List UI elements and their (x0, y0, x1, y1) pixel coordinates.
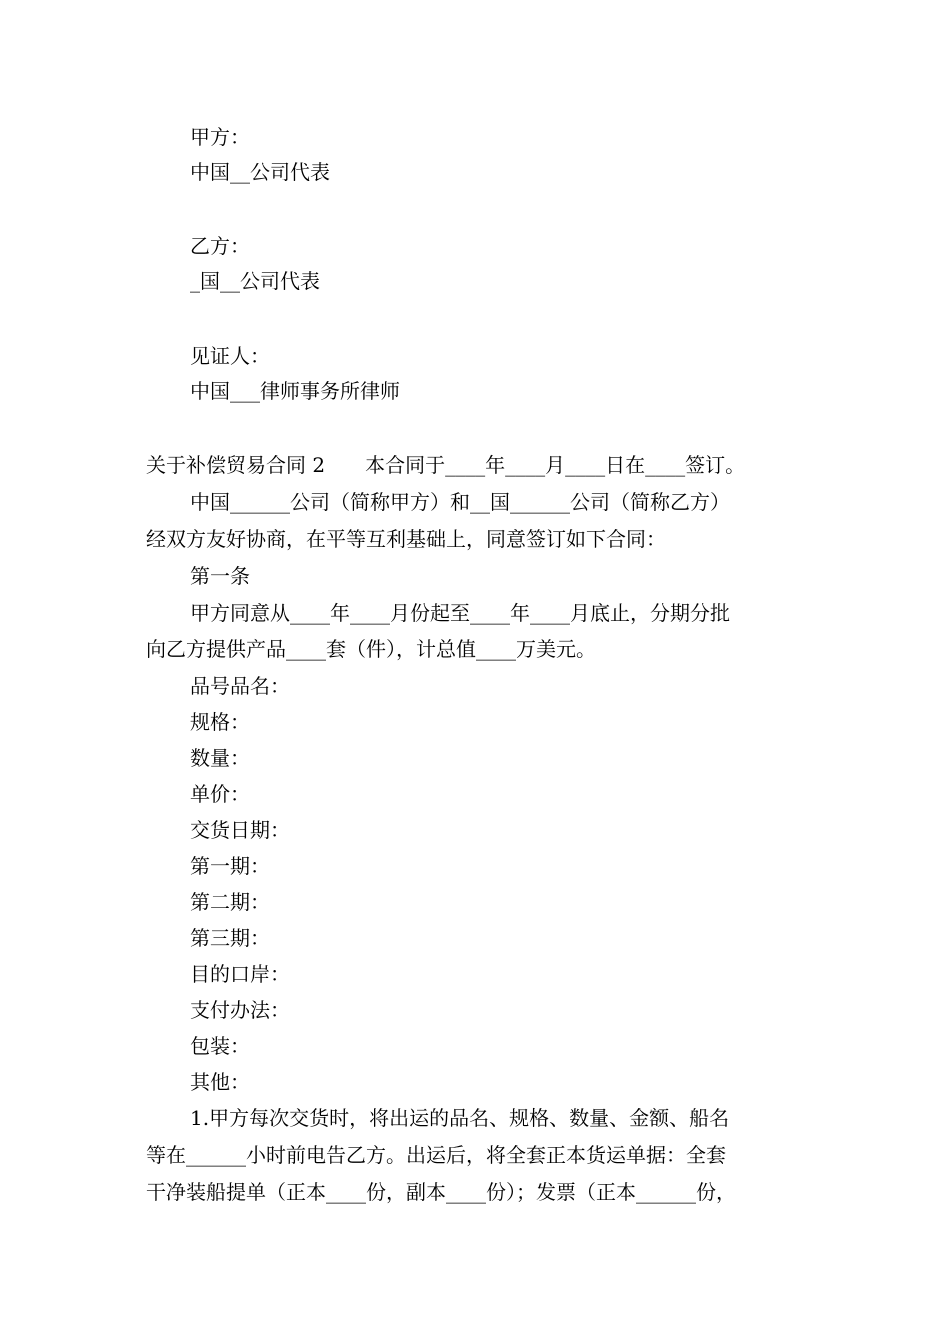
field-item: 品号品名： (190, 674, 290, 698)
clause-1-line-2: 向乙方提供产品____套（件），计总值____万美元。 (146, 637, 596, 661)
witness-label: 见证人： (190, 344, 270, 368)
intro-line-2: 经双方友好协商，在平等互利基础上，同意签订如下合同： (146, 527, 666, 551)
field-item: 目的口岸： (190, 962, 290, 986)
party-a-rep: 中国__公司代表 (190, 160, 330, 184)
contract-heading: 关于补偿贸易合同 2 本合同于____年____月____日在____签订。 (146, 453, 746, 477)
field-item: 交货日期： (190, 818, 290, 842)
party-b-label: 乙方： (190, 234, 250, 258)
witness-rep: 中国___律师事务所律师 (190, 379, 400, 403)
item-1-line-3: 干净装船提单（正本____份，副本____份）；发票（正本______份， (146, 1180, 736, 1204)
field-item: 第一期： (190, 854, 270, 878)
field-item: 包装： (190, 1034, 250, 1058)
field-item: 第二期： (190, 890, 270, 914)
field-item: 单价： (190, 782, 250, 806)
field-item: 第三期： (190, 926, 270, 950)
party-b-rep: _国__公司代表 (190, 269, 320, 293)
field-item: 支付办法： (190, 998, 290, 1022)
intro-line-1: 中国______公司（简称甲方）和__国______公司（简称乙方） (190, 490, 730, 514)
field-item: 其他： (190, 1070, 250, 1094)
field-item: 数量： (190, 746, 250, 770)
item-1-line-1: 1.甲方每次交货时，将出运的品名、规格、数量、金额、船名 (190, 1106, 730, 1130)
clause-1-line-1: 甲方同意从____年____月份起至____年____月底止，分期分批 (190, 601, 730, 625)
field-item: 规格： (190, 710, 250, 734)
party-a-label: 甲方： (190, 125, 250, 149)
article-1-title: 第一条 (190, 564, 250, 588)
item-1-line-2: 等在______小时前电告乙方。出运后，将全套正本货运单据：全套 (146, 1143, 726, 1167)
